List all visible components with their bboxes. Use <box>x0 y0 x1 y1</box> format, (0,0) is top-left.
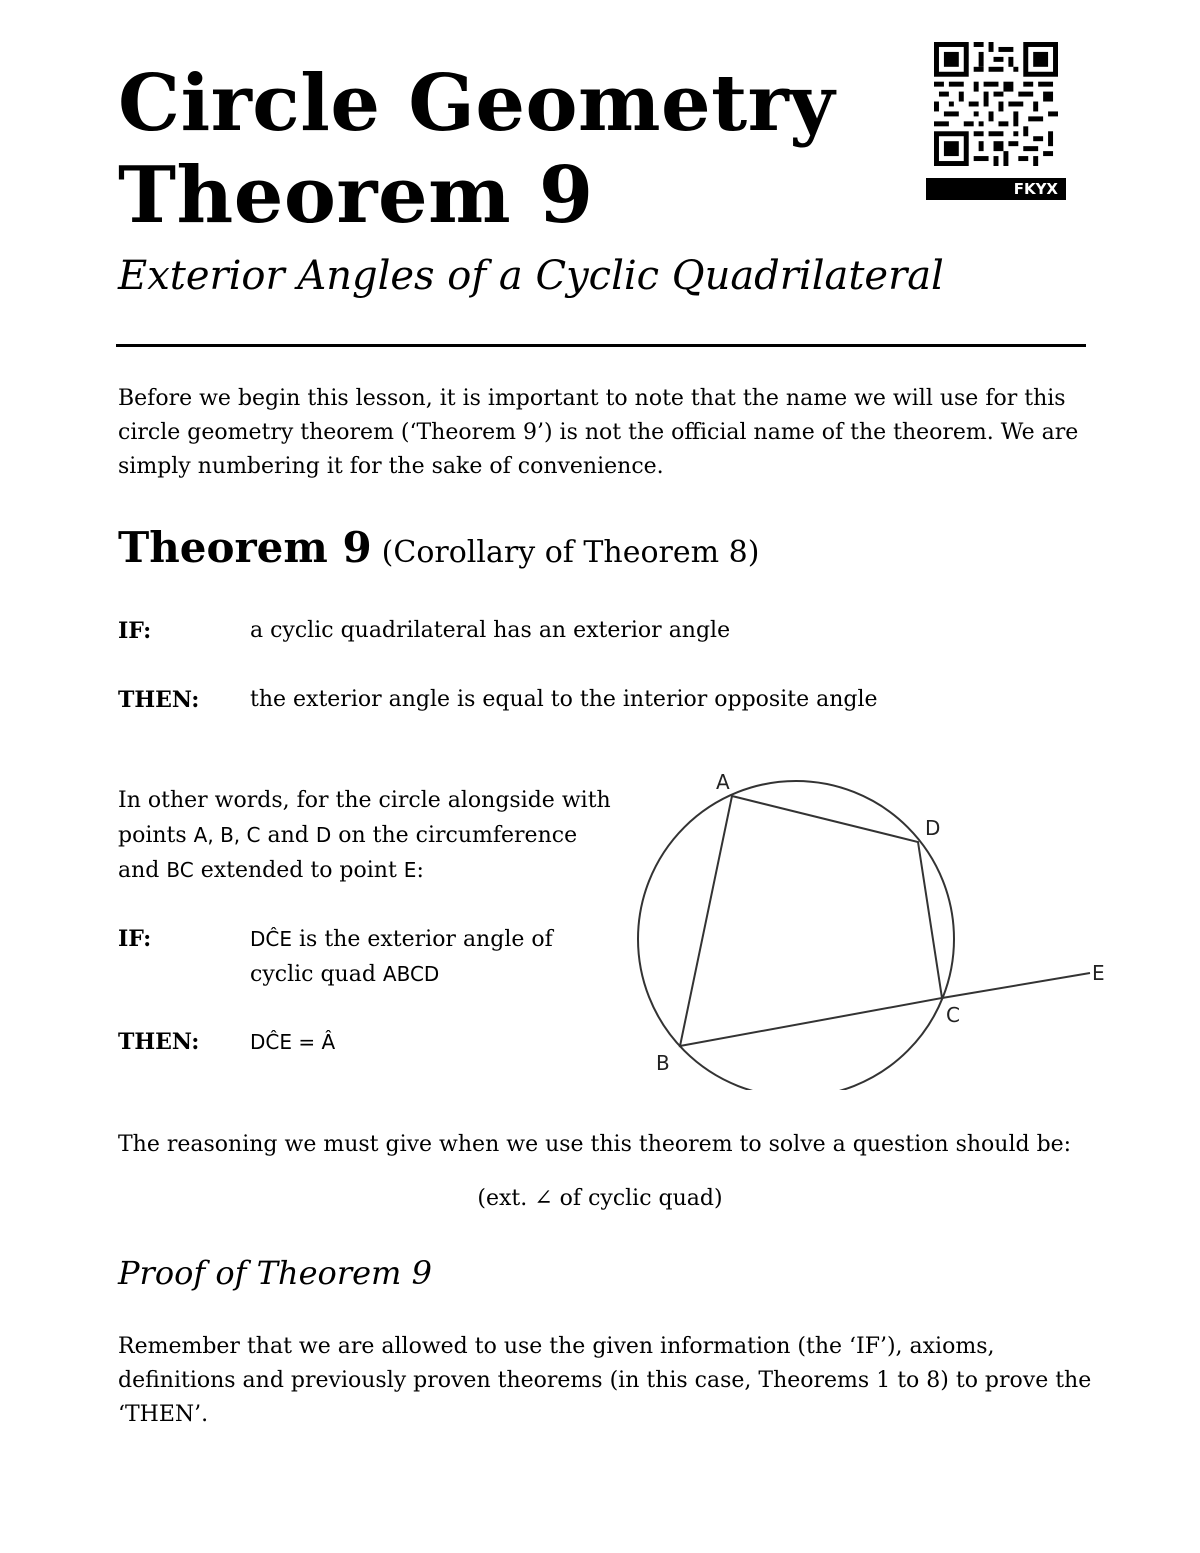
theorem-then-label: THEN: <box>118 687 200 713</box>
header-divider <box>116 344 1086 347</box>
diagram-label-e: E <box>1092 961 1105 985</box>
diagram-label-d: D <box>925 816 941 840</box>
example-if-text <box>250 922 610 992</box>
page-title <box>118 58 835 242</box>
theorem-heading <box>118 520 759 581</box>
example-text-colon: : <box>416 858 424 883</box>
diagram-extension-line <box>942 973 1090 998</box>
example-paragraph <box>118 784 618 888</box>
example-if-quad: ABCD <box>382 962 440 986</box>
example-point-e: E <box>403 858 417 882</box>
example-segment: BC <box>166 858 194 882</box>
example-if-angle: DĈE <box>250 927 293 951</box>
example-text-3: extended to point <box>193 858 404 883</box>
example-text-2: on the circumference and <box>118 823 578 883</box>
reasoning-tag: (ext. ∠ of cyclic quad) <box>477 1186 723 1211</box>
diagram-label-b: B <box>656 1051 670 1075</box>
example-text-1: In other words, for the circle alongside with points <box>118 788 611 848</box>
example-if-text-1: is the exterior angle of <box>292 927 553 952</box>
proof-paragraph: Remember that we are allowed to use the given information (the ‘IF’), axioms, definitions and previously proven theorems (in this case, Theorems 1 to 8) to prove the ‘THEN’. <box>118 1334 1092 1427</box>
example-then-expression: DĈE = Â <box>250 1030 336 1054</box>
diagram-label-a: A <box>716 770 730 794</box>
diagram-label-c: C <box>946 1003 960 1027</box>
example-text-and: and <box>260 823 316 848</box>
cyclic-quadrilateral-diagram <box>620 760 1120 1090</box>
diagram-circle <box>638 781 954 1090</box>
diagram-quadrilateral <box>680 796 942 1046</box>
theorem-if-label: IF: <box>118 618 152 644</box>
example-then-label: THEN: <box>118 1029 200 1055</box>
example-point-d: D <box>315 823 332 847</box>
example-if-text-2: cyclic quad <box>250 962 383 987</box>
page-subtitle: Exterior Angles of a Cyclic Quadrilateral <box>118 253 944 299</box>
qr-code-label: FKYX <box>926 178 1066 200</box>
qr-code-icon <box>934 42 1058 166</box>
title-line-1: Circle Geometry <box>118 58 836 149</box>
example-if-label: IF: <box>118 926 152 952</box>
theorem-then-text: the exterior angle is equal to the interior opposite angle <box>250 687 878 712</box>
reasoning-paragraph: The reasoning we must give when we use this theorem to solve a question should be: <box>118 1132 1072 1157</box>
example-points: A, B, C <box>193 823 261 847</box>
intro-paragraph: Before we begin this lesson, it is important to note that the name we will use for this circle geometry theorem (‘Theorem 9’) is not the official name of the theorem. We are simply numbering it for the sake of convenience. <box>118 386 1079 479</box>
theorem-if-text: a cyclic quadrilateral has an exterior angle <box>250 618 731 643</box>
title-line-2: Theorem 9 <box>118 150 594 241</box>
theorem-heading-title: Theorem 9 <box>118 523 372 572</box>
proof-heading: Proof of Theorem 9 <box>118 1254 432 1292</box>
theorem-heading-subtitle: (Corollary of Theorem 8) <box>381 535 760 570</box>
